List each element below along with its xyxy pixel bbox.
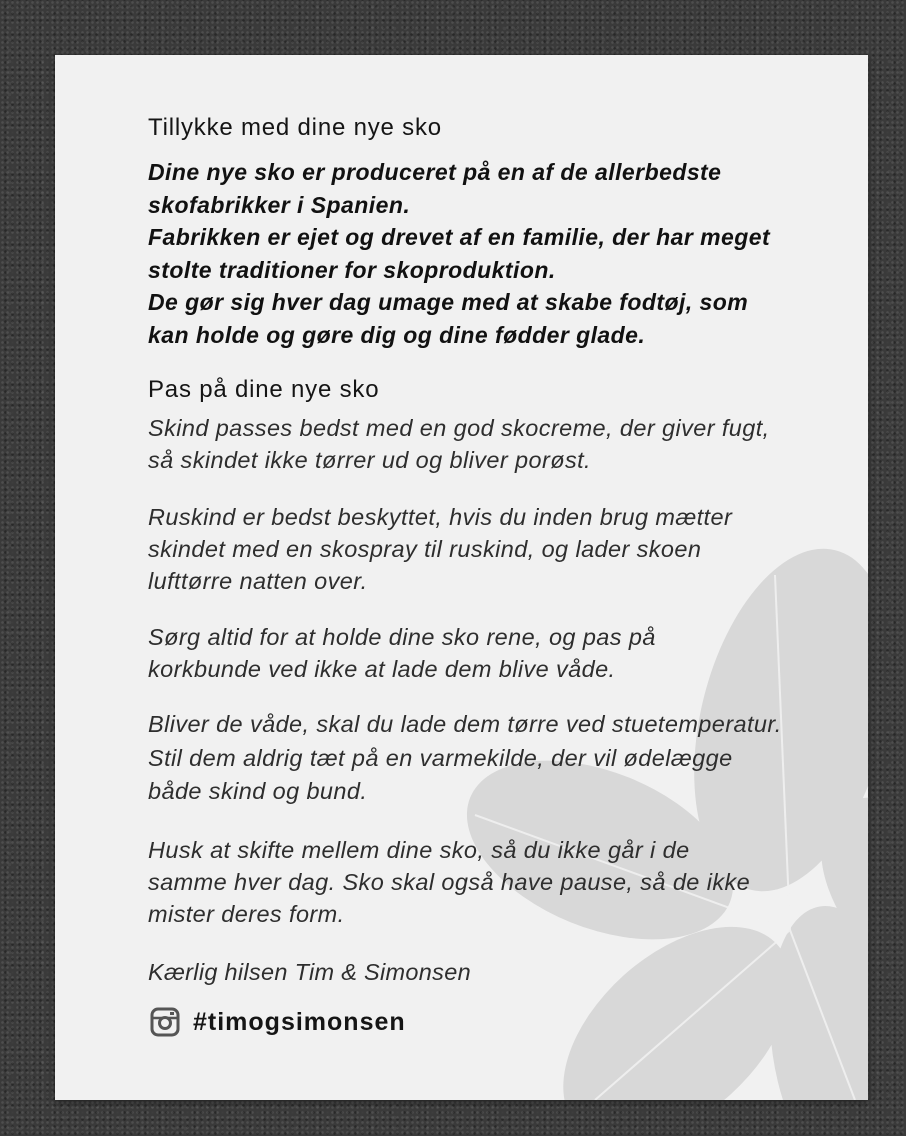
- care-line: mister deres form.: [148, 901, 345, 927]
- closing-signature: Kærlig hilsen Tim & Simonsen: [148, 959, 471, 985]
- care-line: Sørg altid for at holde dine sko rene, og pas på: [148, 624, 656, 650]
- care-line: korkbunde ved ikke at lade dem blive våde.: [148, 656, 616, 682]
- care-line: Husk at skifte mellem dine sko, så du ikke går i de: [148, 837, 690, 863]
- care-line: samme hver dag. Sko skal også have pause, så de ikke: [148, 869, 751, 895]
- intro-line: De gør sig hver dag umage med at skabe fodtøj, som: [148, 289, 749, 316]
- care-line: lufttørre natten over.: [148, 568, 368, 594]
- intro-line: Dine nye sko er produceret på en af de allerbedste: [148, 159, 722, 185]
- care-paragraph-suede: [148, 501, 732, 597]
- care-line: Stil dem aldrig tæt på en varmekilde, der vil ødelægge: [148, 744, 733, 771]
- intro-line: stolte traditioner for skoproduktion.: [148, 256, 556, 283]
- care-paragraph-rotation: [148, 834, 750, 930]
- hashtag: #timogsimonsen: [193, 1008, 406, 1036]
- product-care-card: [55, 55, 868, 1100]
- care-paragraph-leather: [148, 412, 770, 476]
- care-line: skindet med en skospray til ruskind, og lader skoen: [148, 536, 702, 562]
- intro-line: kan holde og gøre dig og dine fødder glade.: [148, 321, 646, 348]
- intro-line: Fabrikken er ejet og drevet af en familie, der har meget: [148, 224, 771, 251]
- care-heading: Pas på dine nye sko: [148, 376, 380, 403]
- card-title: Tillykke med dine nye sko: [148, 114, 442, 141]
- care-paragraph-cleaning: [148, 621, 656, 685]
- care-line: Bliver de våde, skal du lade dem tørre ved stuetemperatur.: [148, 711, 782, 737]
- care-line: både skind og bund.: [148, 778, 368, 804]
- social-handle: [150, 1006, 406, 1038]
- care-line: Ruskind er bedst beskyttet, hvis du inden brug mætter: [148, 504, 733, 530]
- intro-paragraph: [148, 156, 770, 352]
- intro-line: skofabrikker i Spanien.: [148, 191, 411, 218]
- care-paragraph-drying: [148, 708, 782, 809]
- care-line: så skindet ikke tørrer ud og bliver porøst.: [148, 447, 591, 473]
- care-line: Skind passes bedst med en god skocreme, der giver fugt,: [148, 415, 770, 441]
- instagram-icon: [150, 1007, 180, 1037]
